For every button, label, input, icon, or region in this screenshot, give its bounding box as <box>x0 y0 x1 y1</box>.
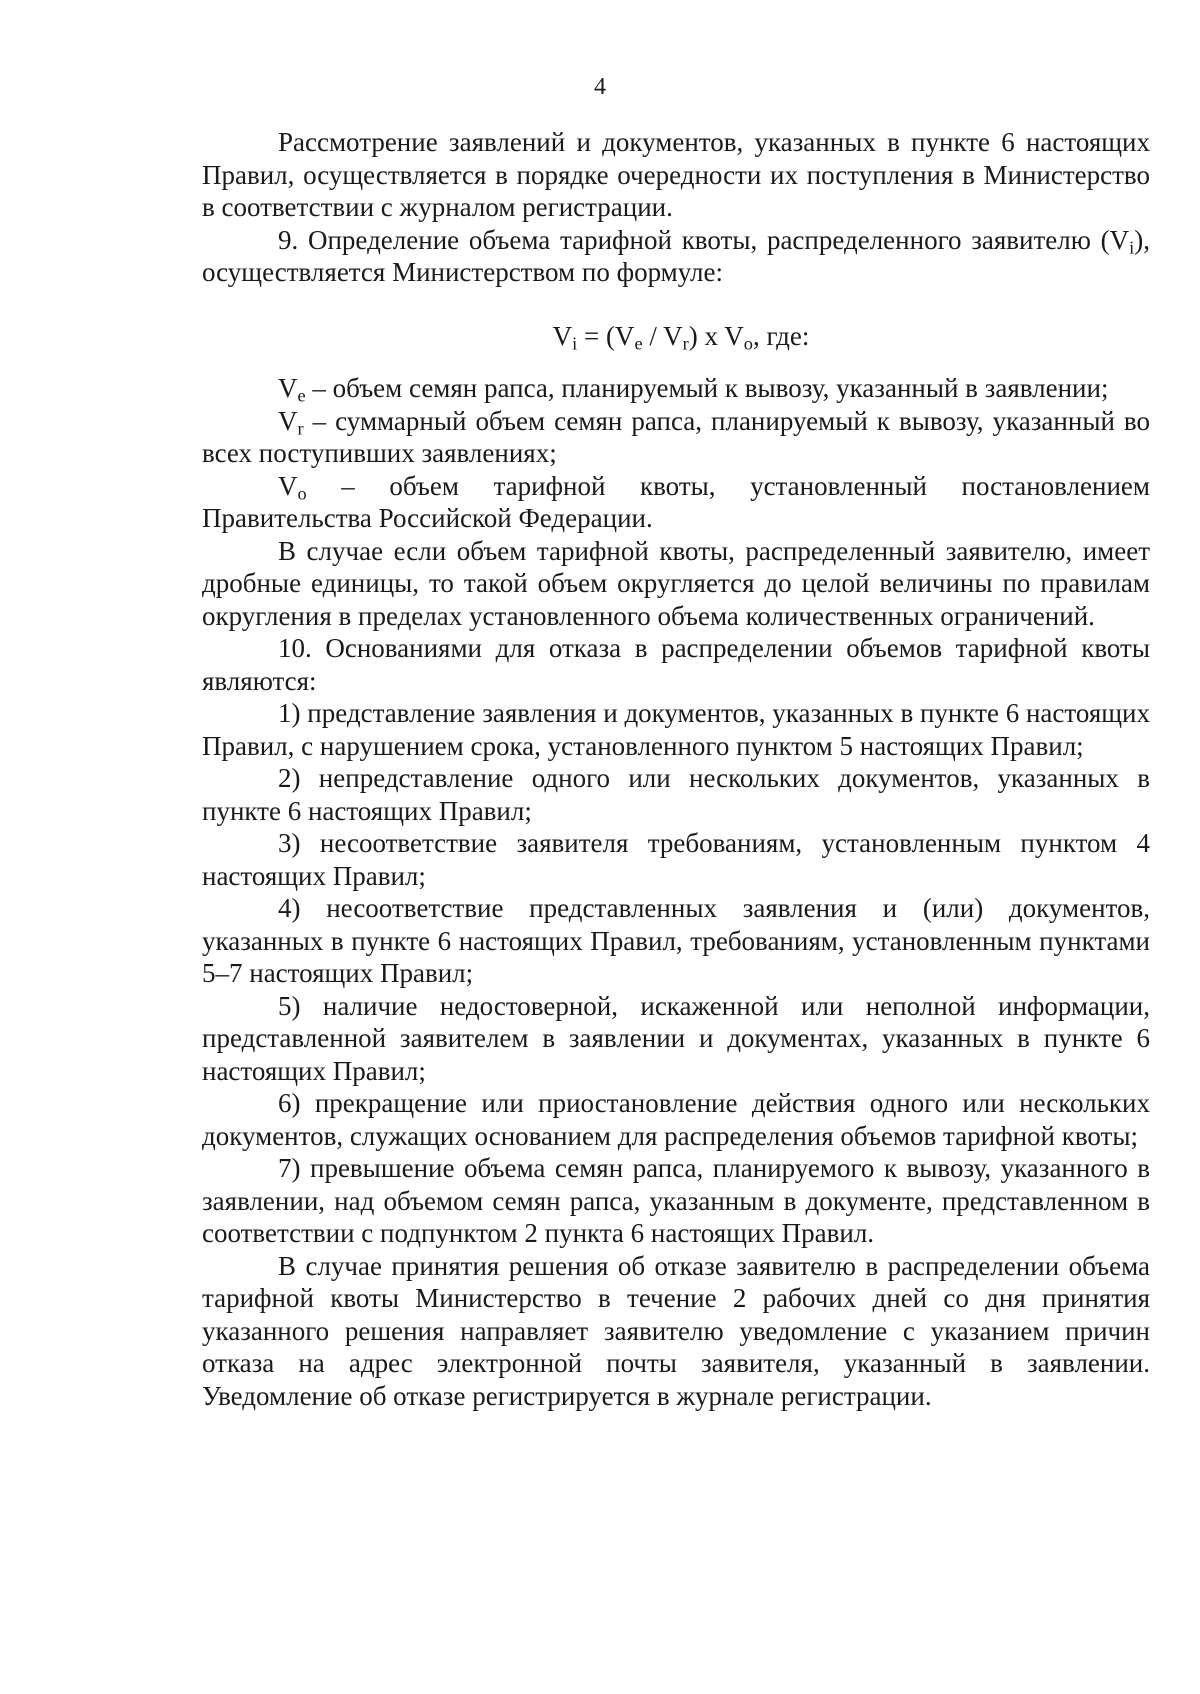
definition-symbol: V <box>278 373 298 403</box>
formula-sub-i: i <box>572 333 578 354</box>
formula-times: ) x V <box>688 320 744 351</box>
definition-sub: o <box>297 483 307 504</box>
formula-slash: / V <box>642 320 683 351</box>
paragraph-9 <box>202 224 1150 289</box>
list-item-3: 3) несоответствие заявителя требованиям, установленным пунктом 4 настоящих Правил; <box>202 828 1150 891</box>
paragraph-9-tail: ), осуществляется Министерством по формуле: <box>202 224 1150 287</box>
paragraph-refusal-notice: В случае принятия решения об отказе заявителю в распределении объема тарифной квоты Министерство в течение 2 рабочих дней со дня принятия указанного решения направляет заявителю уведомление с указанием причин отказа на адрес электронной почты заявителя, указанный в заявлении. Уведомление об отказе регистрируется в журнале регистрации. <box>202 1250 1150 1411</box>
list-item-1: 1) представление заявления и документов, указанных в пункте 6 настоящих Правил, с нарушением срока, установленного пунктом 5 настоящих Правил; <box>202 698 1150 761</box>
list-item-6: 6) прекращение или приостановление действия одного или нескольких документов, служащих основанием для распределения объемов тарифной квоты; <box>202 1088 1150 1151</box>
list-item-2: 2) непредставление одного или нескольких документов, указанных в пункте 6 настоящих Правил; <box>202 763 1150 826</box>
definition-ve <box>202 372 1150 405</box>
definition-sub: e <box>297 385 306 406</box>
list-item-7: 7) превышение объема семян рапса, планируемого к вывозу, указанного в заявлении, над объемом семян рапса, указанным в документе, представленном в соответствии с подпунктом 2 пункта 6 настоящих Правил. <box>202 1153 1150 1248</box>
definition-vr <box>202 405 1150 470</box>
paragraph-10: 10. Основаниями для отказа в распределении объемов тарифной квоты являются: <box>202 633 1150 696</box>
document-body <box>202 126 1150 1412</box>
formula-sub-r: r <box>682 333 689 354</box>
definition-symbol: V <box>278 470 298 501</box>
page-number: 4 <box>594 74 606 100</box>
formula <box>202 320 1150 353</box>
list-item-5: 5) наличие недостоверной, искаженной или неполной информации, представленной заявителем в заявлении и документах, указанных в пункте 6 настоящих Правил; <box>202 990 1150 1086</box>
definition-text: – объем тарифной квоты, установленный постановлением Правительства Российской Федерации. <box>202 470 1150 533</box>
formula-sub-o: o <box>743 333 753 354</box>
formula-v: V <box>552 320 573 351</box>
definition-vo <box>202 470 1150 535</box>
definition-symbol: V <box>278 405 298 436</box>
list-item-4: 4) несоответствие представленных заявления и (или) документов, указанных в пункте 6 настоящих Правил, требованиям, установленным пунктами 5–7 настоящих Правил; <box>202 893 1150 988</box>
formula-sub-e: e <box>634 333 643 354</box>
definition-sub: r <box>297 418 304 439</box>
subscript-i: i <box>1129 237 1135 258</box>
definition-text: – суммарный объем семян рапса, планируемый к вывозу, указанный во всех поступивших заявлениях; <box>202 405 1150 468</box>
paragraph-9-text: 9. Определение объема тарифной квоты, распределенного заявителю (V <box>278 224 1130 255</box>
definition-text: – объем семян рапса, планируемый к вывозу, указанный в заявлении; <box>305 373 1109 403</box>
paragraph-review-order: Рассмотрение заявлений и документов, указанных в пункте 6 настоящих Правил, осуществляется в порядке очередности их поступления в Министерство в соответствии с журналом регистрации. <box>202 127 1150 222</box>
formula-tail: , где: <box>752 320 810 351</box>
paragraph-rounding: В случае если объем тарифной квоты, распределенный заявителю, имеет дробные единицы, то такой объем округляется до целой величины по правилам округления в пределах установленного объема количественных ограничений. <box>202 535 1150 631</box>
formula-eq-open: = (V <box>577 320 635 351</box>
